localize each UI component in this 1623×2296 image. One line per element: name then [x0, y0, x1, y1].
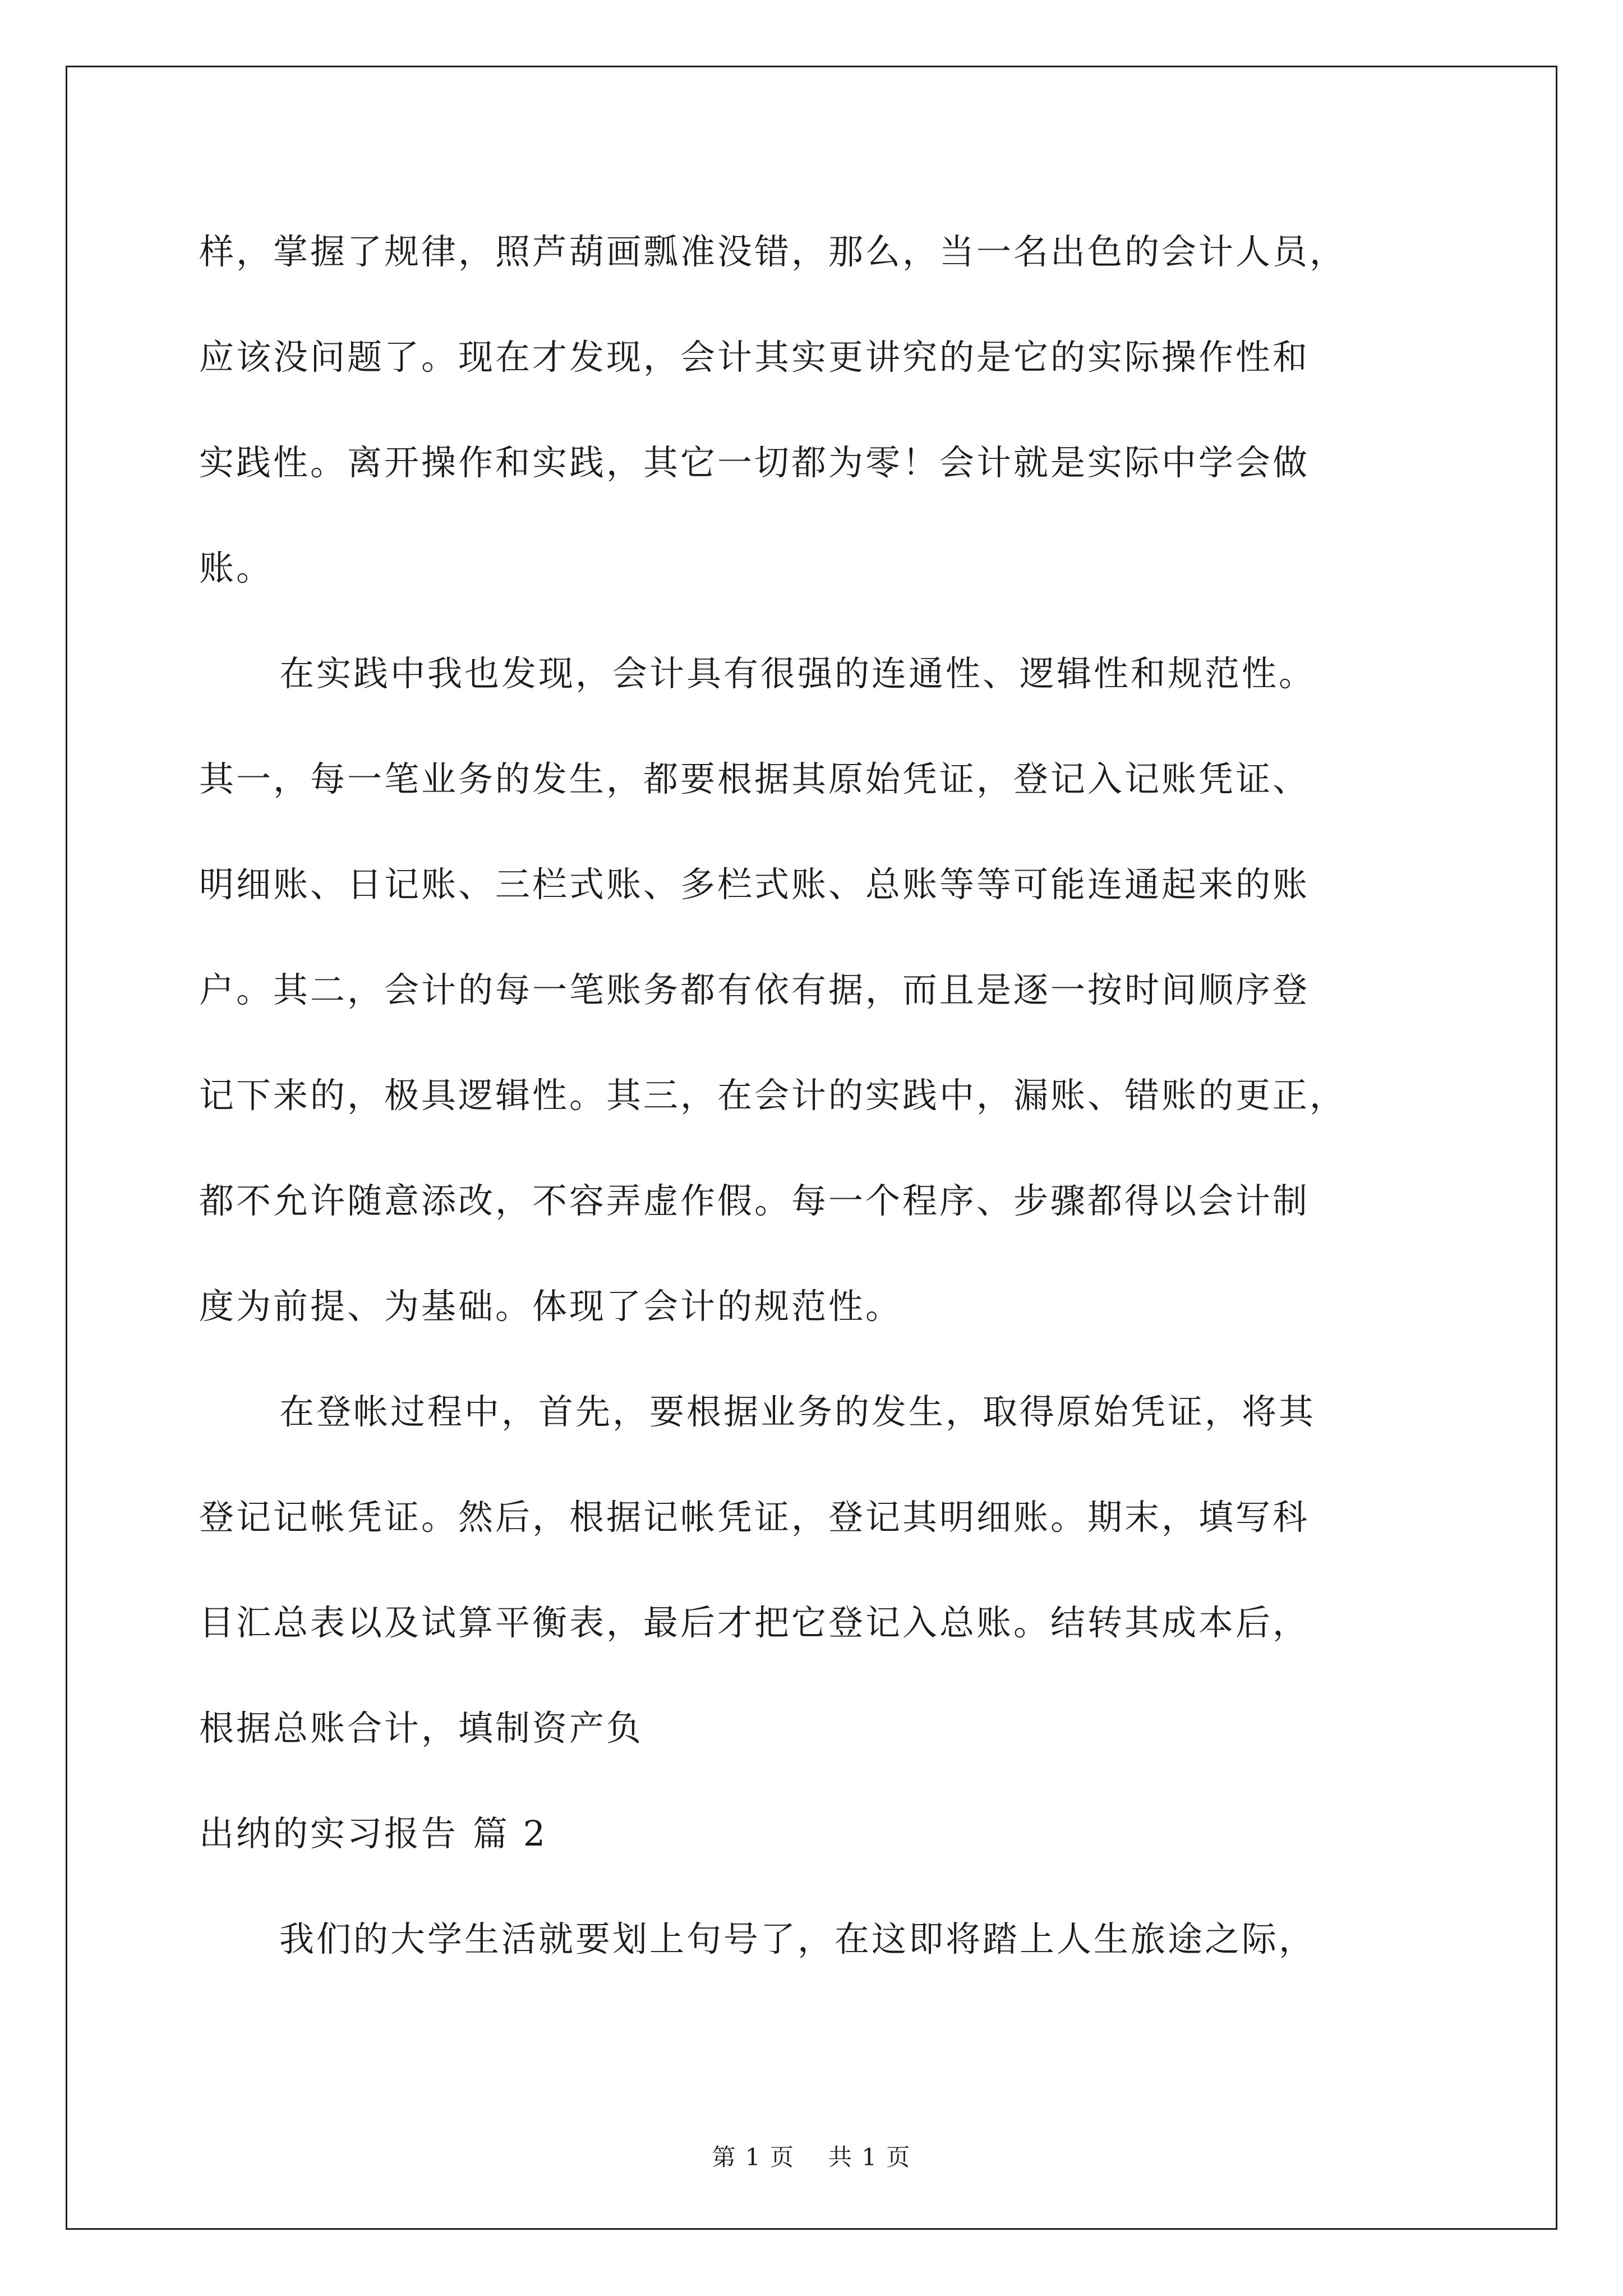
text-line: 实践性。离开操作和实践，其它一切都为零！会计就是实际中学会做 [199, 442, 1310, 483]
text-line: 账。 [199, 547, 274, 588]
text-line: 明细账、日记账、三栏式账、多栏式账、总账等等可能连通起来的账 [199, 864, 1310, 905]
paragraph-start-line: 在登帐过程中，首先，要根据业务的发生，取得原始凭证，将其 [279, 1391, 1316, 1432]
page-total-label: 共 1 页 [828, 2143, 911, 2171]
section-title: 出纳的实习报告 [199, 1813, 459, 1854]
text-line: 目汇总表以及试算平衡表，最后才把它登记入总账。结转其成本后， [199, 1602, 1310, 1643]
text-line: 都不允许随意添改，不容弄虚作假。每一个程序、步骤都得以会计制 [199, 1180, 1310, 1221]
paragraph-start-line: 在实践中我也发现，会计具有很强的连通性、逻辑性和规范性。 [279, 653, 1316, 694]
document-body [199, 199, 1433, 1992]
text-line: 根据总账合计，填制资产负 [199, 1708, 644, 1749]
paragraph-start-line: 我们的大学生活就要划上句号了，在这即将踏上人生旅途之际， [279, 1918, 1316, 1959]
text-line: 应该没问题了。现在才发现，会计其实更讲究的是它的实际操作性和 [199, 337, 1310, 378]
text-line: 度为前提、为基础。体现了会计的规范性。 [199, 1286, 903, 1327]
text-line: 其一，每一笔业务的发生，都要根据其原始凭证，登记入记账凭证、 [199, 758, 1310, 799]
text-line: 户。其二，会计的每一笔账务都有依有据，而且是逐一按时间顺序登 [199, 969, 1310, 1010]
text-line: 样，掌握了规律，照芦葫画瓢准没错，那么，当一名出色的会计人员， [199, 231, 1347, 272]
page-current-label: 第 1 页 [712, 2143, 795, 2171]
text-line: 登记记帐凭证。然后，根据记帐凭证，登记其明细账。期末，填写科 [199, 1497, 1310, 1538]
text-line: 记下来的，极具逻辑性。其三，在会计的实践中，漏账、错账的更正， [199, 1075, 1347, 1116]
page-footer [0, 2142, 1623, 2173]
section-number: 篇 2 [473, 1813, 548, 1854]
section-heading [199, 1781, 1433, 1887]
